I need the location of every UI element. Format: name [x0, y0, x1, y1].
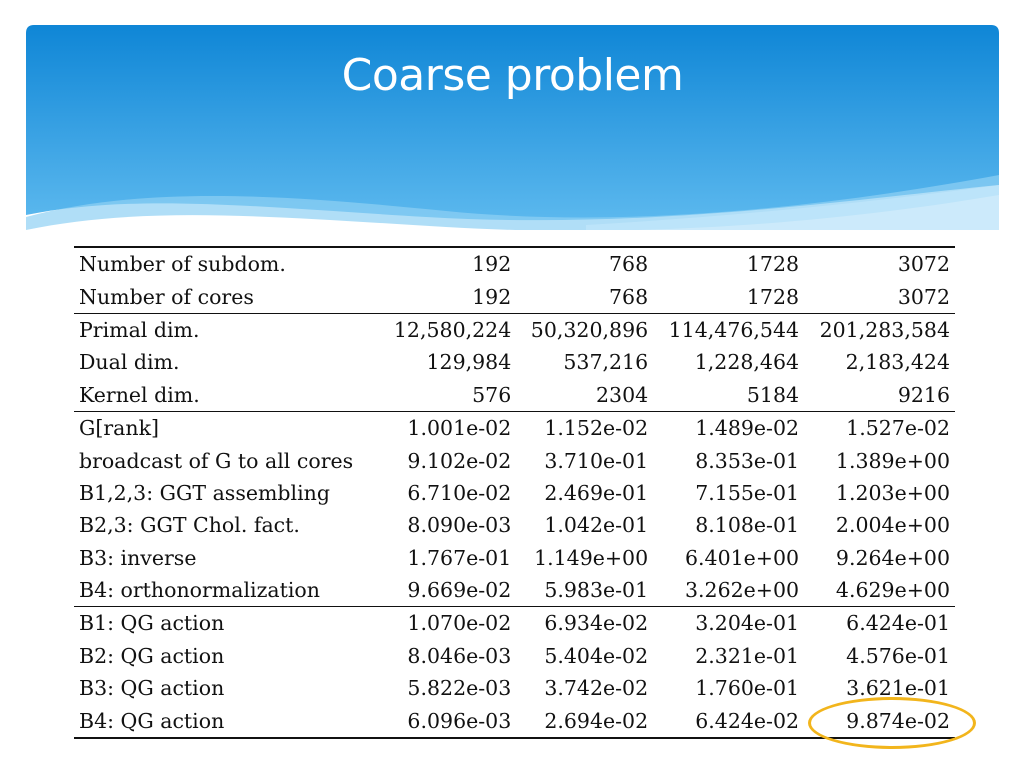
table-row [74, 607, 955, 640]
cell-value: 6.934e-02 [516, 607, 653, 640]
row-label: B2: QG action [79, 643, 225, 668]
cell-value: 1.203e+00 [835, 480, 950, 505]
row-label: B1: QG action [74, 607, 379, 640]
cell-value: 1.767e-01 [407, 545, 512, 570]
results-table [74, 246, 955, 739]
row-label: B3: QG action [79, 676, 225, 701]
cell-value: 6.096e-03 [379, 704, 516, 737]
cell-value: 5.404e-02 [544, 643, 649, 668]
cell-value: 1.070e-02 [379, 607, 516, 640]
cell-value: 5184 [746, 382, 800, 407]
cell-value: 192 [379, 247, 516, 280]
cell-value: 5.822e-03 [407, 676, 512, 701]
row-label: Number of subdom. [74, 247, 379, 280]
cell-value: 2.321e-01 [695, 643, 800, 668]
cell-value: 114,476,544 [653, 313, 804, 346]
cell-value: 768 [516, 247, 653, 280]
cell-value: 50,320,896 [516, 313, 653, 346]
table-row [74, 444, 955, 476]
cell-value: 9.874e-02 [804, 704, 955, 737]
row-label: B3: inverse [79, 545, 197, 570]
table-row [74, 411, 955, 444]
cell-value: 6.710e-02 [407, 480, 512, 505]
cell-value: 8.353e-01 [695, 448, 800, 473]
cell-value: 12,580,224 [379, 313, 516, 346]
row-label: G[rank] [74, 411, 379, 444]
cell-value: 9.102e-02 [407, 448, 512, 473]
cell-value: 3.742e-02 [544, 676, 649, 701]
cell-value: 1728 [653, 247, 804, 280]
row-label: Primal dim. [74, 313, 379, 346]
row-label: B2,3: GGT Chol. fact. [79, 513, 300, 538]
cell-value: 4.629e+00 [835, 578, 950, 603]
row-label: B4: orthonormalization [79, 578, 320, 603]
cell-value: 6.424e-02 [653, 704, 804, 737]
cell-value: 1728 [746, 284, 800, 309]
cell-value: 768 [609, 284, 649, 309]
cell-value: 9.264e+00 [835, 545, 950, 570]
slide-title: Coarse problem [341, 50, 684, 101]
cell-value: 1.760e-01 [695, 676, 800, 701]
row-label: B1,2,3: GGT assembling [79, 480, 330, 505]
cell-value: 1.489e-02 [653, 411, 804, 444]
cell-value: 3.621e-01 [846, 676, 950, 701]
table-row [74, 574, 955, 607]
row-label: Dual dim. [79, 350, 180, 375]
cell-value: 192 [472, 284, 512, 309]
cell-value: 2.004e+00 [835, 513, 950, 538]
row-label: broadcast of G to all cores [79, 448, 354, 473]
cell-value: 3072 [804, 247, 955, 280]
cell-value: 3072 [897, 284, 950, 309]
cell-value: 1.001e-02 [379, 411, 516, 444]
cell-value: 8.046e-03 [407, 643, 512, 668]
cell-value: 3.262e+00 [684, 578, 800, 603]
table-row [74, 313, 955, 346]
table-row [74, 280, 955, 313]
cell-value: 3.204e-01 [653, 607, 804, 640]
cell-value: 8.108e-01 [695, 513, 800, 538]
cell-value: 6.401e+00 [684, 545, 800, 570]
table-row [74, 379, 955, 412]
cell-value: 2.469e-01 [544, 480, 649, 505]
cell-value: 201,283,584 [804, 313, 955, 346]
cell-value: 1,228,464 [694, 350, 800, 375]
cell-value: 129,984 [426, 350, 512, 375]
cell-value: 1.527e-02 [804, 411, 955, 444]
cell-value: 537,216 [563, 350, 649, 375]
table-row [74, 477, 955, 509]
cell-value: 2,183,424 [845, 350, 950, 375]
cell-value: 9.669e-02 [407, 578, 512, 603]
table-row [74, 672, 955, 704]
cell-value: 3.710e-01 [544, 448, 649, 473]
cell-value: 2304 [595, 382, 649, 407]
cell-value: 1.042e-01 [544, 513, 649, 538]
table-row [74, 542, 955, 574]
cell-value: 7.155e-01 [695, 480, 800, 505]
row-label: B4: QG action [74, 704, 379, 737]
cell-value: 6.424e-01 [804, 607, 955, 640]
cell-value: 1.152e-02 [516, 411, 653, 444]
cell-value: 576 [472, 382, 512, 407]
table-row [74, 346, 955, 378]
cell-value: 1.149e+00 [534, 545, 649, 570]
table-row [74, 247, 955, 280]
cell-value: 9216 [897, 382, 950, 407]
cell-value: 1.389e+00 [835, 448, 950, 473]
cell-value: 4.576e-01 [846, 643, 950, 668]
cell-value: 5.983e-01 [544, 578, 649, 603]
cell-value: 2.694e-02 [516, 704, 653, 737]
highlight-ellipse [808, 697, 976, 749]
table-row [74, 640, 955, 672]
table-row [74, 509, 955, 541]
cell-value: 8.090e-03 [407, 513, 512, 538]
row-label: Number of cores [79, 284, 254, 309]
row-label: Kernel dim. [79, 382, 200, 407]
